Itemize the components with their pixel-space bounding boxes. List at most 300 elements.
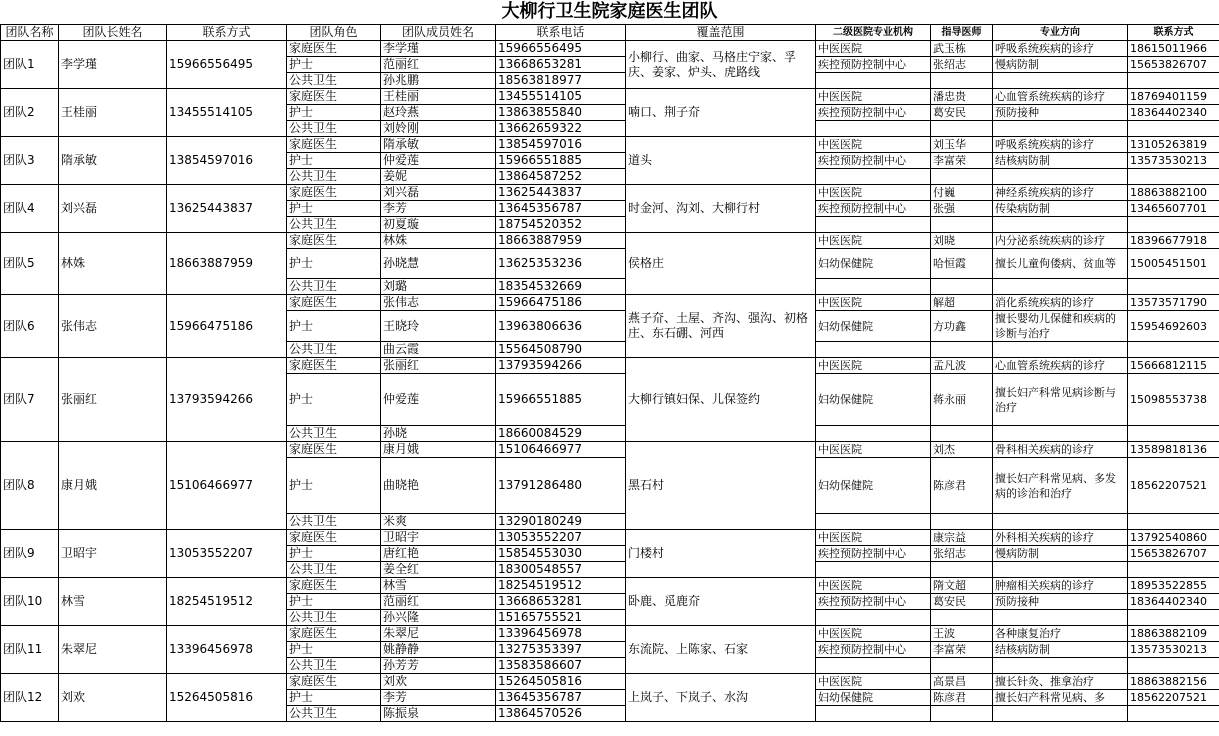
guide-doctor: 陈彦君: [931, 458, 993, 514]
guide-org: 疾控预防控制中心: [816, 153, 931, 169]
member-name: 林雪: [381, 578, 496, 594]
member-name: 刘璐: [381, 279, 496, 295]
member-role: 护士: [287, 546, 381, 562]
team-table-body: [1, 41, 1219, 722]
member-phone: 15564508790: [496, 342, 626, 358]
guide-direction: [993, 342, 1128, 358]
team-name: 团队10: [1, 578, 59, 626]
guide-direction: 呼吸系统疾病的诊疗: [993, 137, 1128, 153]
table-row: [1, 358, 1219, 374]
leader-phone: 15966475186: [167, 295, 287, 358]
member-role: 家庭医生: [287, 295, 381, 311]
member-role: 护士: [287, 642, 381, 658]
guide-direction: 擅长妇产科常见病诊断与治疗: [993, 374, 1128, 426]
guide-phone: [1128, 514, 1219, 530]
guide-phone: 15098553738: [1128, 374, 1219, 426]
coverage-area: 卧鹿、觅鹿夼: [626, 578, 816, 626]
member-phone: 13645356787: [496, 201, 626, 217]
member-name: 康月娥: [381, 442, 496, 458]
leader-phone: 15966556495: [167, 41, 287, 89]
guide-org: 疾控预防控制中心: [816, 642, 931, 658]
guide-org: 中医医院: [816, 295, 931, 311]
guide-org: [816, 217, 931, 233]
guide-direction: 心血管系统疾病的诊疗: [993, 358, 1128, 374]
member-role: 公共卫生: [287, 658, 381, 674]
member-name: 张伟志: [381, 295, 496, 311]
col-header: 团队长姓名: [59, 25, 167, 41]
guide-phone: [1128, 217, 1219, 233]
member-phone: 13668653281: [496, 594, 626, 610]
guide-direction: [993, 610, 1128, 626]
table-row: [1, 89, 1219, 105]
guide-direction: 预防接种: [993, 105, 1128, 121]
guide-direction: [993, 217, 1128, 233]
col-header: 联系方式: [1128, 25, 1219, 41]
guide-doctor: 付巍: [931, 185, 993, 201]
member-name: 孙兆鹏: [381, 73, 496, 89]
member-name: 刘兴磊: [381, 185, 496, 201]
member-phone: 18254519512: [496, 578, 626, 594]
guide-doctor: [931, 658, 993, 674]
guide-direction: [993, 562, 1128, 578]
guide-phone: 18863882100: [1128, 185, 1219, 201]
guide-phone: 18863882109: [1128, 626, 1219, 642]
guide-doctor: 哈恒霞: [931, 249, 993, 279]
member-name: 李芳: [381, 690, 496, 706]
member-name: 张丽红: [381, 358, 496, 374]
member-name: 陈振泉: [381, 706, 496, 722]
table-row: [1, 233, 1219, 249]
col-header: 团队名称: [1, 25, 59, 41]
member-name: 赵玲燕: [381, 105, 496, 121]
team-leader: 林姝: [59, 233, 167, 295]
member-phone: 13396456978: [496, 626, 626, 642]
col-header: 覆盖范围: [626, 25, 816, 41]
guide-org: 疾控预防控制中心: [816, 57, 931, 73]
member-name: 曲晓艳: [381, 458, 496, 514]
member-role: 家庭医生: [287, 185, 381, 201]
guide-phone: [1128, 169, 1219, 185]
guide-phone: 13465607701: [1128, 201, 1219, 217]
guide-direction: [993, 514, 1128, 530]
leader-phone: 18663887959: [167, 233, 287, 295]
guide-phone: 13105263819: [1128, 137, 1219, 153]
member-name: 米爽: [381, 514, 496, 530]
guide-org: 中医医院: [816, 41, 931, 57]
member-phone: 15966551885: [496, 153, 626, 169]
member-name: 仲爱莲: [381, 153, 496, 169]
member-phone: 18300548557: [496, 562, 626, 578]
member-role: 公共卫生: [287, 706, 381, 722]
guide-doctor: 武玉栋: [931, 41, 993, 57]
member-role: 护士: [287, 105, 381, 121]
guide-direction: [993, 426, 1128, 442]
member-phone: 15854553030: [496, 546, 626, 562]
member-name: 王晓玲: [381, 311, 496, 342]
member-name: 王桂丽: [381, 89, 496, 105]
guide-doctor: [931, 73, 993, 89]
guide-doctor: 张强: [931, 201, 993, 217]
guide-phone: 18562207521: [1128, 458, 1219, 514]
guide-phone: 13573530213: [1128, 642, 1219, 658]
guide-org: 中医医院: [816, 89, 931, 105]
team-leader: 王桂丽: [59, 89, 167, 137]
team-table: [0, 24, 1219, 722]
coverage-area: 黑石村: [626, 442, 816, 530]
guide-phone: 13573530213: [1128, 153, 1219, 169]
team-leader: 康月娥: [59, 442, 167, 530]
guide-phone: [1128, 610, 1219, 626]
member-phone: 18754520352: [496, 217, 626, 233]
leader-phone: 18254519512: [167, 578, 287, 626]
team-name: 团队3: [1, 137, 59, 185]
table-row: [1, 137, 1219, 153]
member-phone: 18354532669: [496, 279, 626, 295]
member-role: 家庭医生: [287, 358, 381, 374]
guide-doctor: 陈彦君: [931, 690, 993, 706]
guide-org: [816, 610, 931, 626]
guide-direction: 擅长婴幼儿保健和疾病的诊断与治疗: [993, 311, 1128, 342]
member-role: 护士: [287, 374, 381, 426]
guide-doctor: 刘杰: [931, 442, 993, 458]
guide-phone: 18364402340: [1128, 105, 1219, 121]
guide-org: 中医医院: [816, 358, 931, 374]
guide-phone: 18615011966: [1128, 41, 1219, 57]
member-phone: 15966551885: [496, 374, 626, 426]
guide-doctor: 张绍志: [931, 57, 993, 73]
team-leader: 隋承敏: [59, 137, 167, 185]
member-name: 李学瑾: [381, 41, 496, 57]
team-name: 团队11: [1, 626, 59, 674]
col-header: 团队角色: [287, 25, 381, 41]
guide-doctor: 解超: [931, 295, 993, 311]
guide-org: [816, 514, 931, 530]
member-phone: 13662659322: [496, 121, 626, 137]
member-role: 公共卫生: [287, 610, 381, 626]
guide-direction: 擅长妇产科常见病、多: [993, 690, 1128, 706]
leader-phone: 15106466977: [167, 442, 287, 530]
guide-org: 疾控预防控制中心: [816, 594, 931, 610]
guide-direction: [993, 73, 1128, 89]
guide-direction: [993, 121, 1128, 137]
member-phone: 13290180249: [496, 514, 626, 530]
team-name: 团队8: [1, 442, 59, 530]
member-name: 仲爱莲: [381, 374, 496, 426]
guide-doctor: [931, 562, 993, 578]
guide-doctor: 李富荣: [931, 642, 993, 658]
guide-direction: 呼吸系统疾病的诊疗: [993, 41, 1128, 57]
member-name: 林姝: [381, 233, 496, 249]
guide-phone: 15653826707: [1128, 546, 1219, 562]
guide-doctor: 葛安民: [931, 594, 993, 610]
team-leader: 刘欢: [59, 674, 167, 722]
guide-org: 疾控预防控制中心: [816, 546, 931, 562]
member-name: 卫昭宇: [381, 530, 496, 546]
guide-doctor: 康宗益: [931, 530, 993, 546]
guide-doctor: [931, 342, 993, 358]
member-phone: 18563818977: [496, 73, 626, 89]
table-row: [1, 530, 1219, 546]
guide-direction: 骨科相关疾病的诊疗: [993, 442, 1128, 458]
guide-phone: [1128, 426, 1219, 442]
member-name: 刘欢: [381, 674, 496, 690]
guide-doctor: 潘忠贵: [931, 89, 993, 105]
guide-phone: 18769401159: [1128, 89, 1219, 105]
col-header: 联系电话: [496, 25, 626, 41]
guide-direction: [993, 169, 1128, 185]
member-phone: 13864570526: [496, 706, 626, 722]
member-name: 隋承敏: [381, 137, 496, 153]
member-role: 公共卫生: [287, 169, 381, 185]
table-row: [1, 41, 1219, 57]
member-name: 初夏璇: [381, 217, 496, 233]
guide-direction: 肿瘤相关疾病的诊疗: [993, 578, 1128, 594]
guide-doctor: 高景昌: [931, 674, 993, 690]
guide-org: 中医医院: [816, 530, 931, 546]
member-phone: 13625443837: [496, 185, 626, 201]
coverage-area: 道头: [626, 137, 816, 185]
guide-direction: 结核病防制: [993, 642, 1128, 658]
member-role: 家庭医生: [287, 137, 381, 153]
guide-direction: 内分泌系统疾病的诊疗: [993, 233, 1128, 249]
member-phone: 13625353236: [496, 249, 626, 279]
member-role: 家庭医生: [287, 89, 381, 105]
member-role: 护士: [287, 458, 381, 514]
col-header: 联系方式: [167, 25, 287, 41]
guide-phone: 15005451501: [1128, 249, 1219, 279]
guide-doctor: [931, 706, 993, 722]
member-role: 家庭医生: [287, 674, 381, 690]
member-role: 护士: [287, 57, 381, 73]
team-name: 团队9: [1, 530, 59, 578]
team-leader: 卫昭宇: [59, 530, 167, 578]
member-phone: 15165755521: [496, 610, 626, 626]
member-phone: 13053552207: [496, 530, 626, 546]
guide-direction: 各种康复治疗: [993, 626, 1128, 642]
coverage-area: 上岚子、下岚子、水沟: [626, 674, 816, 722]
member-phone: 13864587252: [496, 169, 626, 185]
coverage-area: 小柳行、曲家、马格庄宁家、孚庆、姜家、炉头、虎路线: [626, 41, 816, 89]
table-row: [1, 674, 1219, 690]
guide-phone: [1128, 121, 1219, 137]
coverage-area: 侯格庄: [626, 233, 816, 295]
guide-direction: [993, 279, 1128, 295]
team-leader: 朱翠尼: [59, 626, 167, 674]
member-phone: 13791286480: [496, 458, 626, 514]
guide-doctor: 张绍志: [931, 546, 993, 562]
member-name: 朱翠尼: [381, 626, 496, 642]
member-phone: 13645356787: [496, 690, 626, 706]
member-role: 家庭医生: [287, 530, 381, 546]
leader-phone: 13396456978: [167, 626, 287, 674]
member-name: 姜全红: [381, 562, 496, 578]
table-row: [1, 442, 1219, 458]
leader-phone: 13793594266: [167, 358, 287, 442]
team-name: 团队6: [1, 295, 59, 358]
guide-phone: [1128, 562, 1219, 578]
table-row: [1, 185, 1219, 201]
member-name: 范丽红: [381, 594, 496, 610]
guide-direction: 外科相关疾病的诊疗: [993, 530, 1128, 546]
member-role: 家庭医生: [287, 442, 381, 458]
table-row: [1, 578, 1219, 594]
member-name: 孙晓: [381, 426, 496, 442]
member-role: 公共卫生: [287, 73, 381, 89]
member-role: 公共卫生: [287, 514, 381, 530]
guide-phone: 15666812115: [1128, 358, 1219, 374]
member-role: 公共卫生: [287, 279, 381, 295]
guide-org: [816, 169, 931, 185]
guide-doctor: 隋文超: [931, 578, 993, 594]
member-phone: 15966556495: [496, 41, 626, 57]
member-role: 护士: [287, 201, 381, 217]
member-name: 范丽红: [381, 57, 496, 73]
member-phone: 13668653281: [496, 57, 626, 73]
guide-org: [816, 658, 931, 674]
member-phone: 18663887959: [496, 233, 626, 249]
member-name: 孙晓慧: [381, 249, 496, 279]
guide-phone: 18562207521: [1128, 690, 1219, 706]
leader-phone: 13455514105: [167, 89, 287, 137]
member-name: 刘姈刚: [381, 121, 496, 137]
guide-direction: 擅长妇产科常见病、多发病的诊治和治疗: [993, 458, 1128, 514]
guide-phone: [1128, 706, 1219, 722]
guide-phone: 13792540860: [1128, 530, 1219, 546]
guide-doctor: [931, 217, 993, 233]
leader-phone: 13854597016: [167, 137, 287, 185]
guide-direction: [993, 658, 1128, 674]
guide-org: [816, 342, 931, 358]
guide-direction: 结核病防制: [993, 153, 1128, 169]
guide-org: 疾控预防控制中心: [816, 105, 931, 121]
team-name: 团队2: [1, 89, 59, 137]
member-phone: 13275353397: [496, 642, 626, 658]
guide-direction: [993, 706, 1128, 722]
guide-doctor: [931, 514, 993, 530]
guide-org: 妇幼保健院: [816, 690, 931, 706]
guide-org: [816, 562, 931, 578]
guide-org: [816, 121, 931, 137]
guide-doctor: [931, 610, 993, 626]
leader-phone: 13625443837: [167, 185, 287, 233]
member-role: 护士: [287, 153, 381, 169]
member-role: 公共卫生: [287, 342, 381, 358]
header-row: [1, 25, 1219, 41]
guide-doctor: 蒋永丽: [931, 374, 993, 426]
member-phone: 18660084529: [496, 426, 626, 442]
guide-phone: 18953522855: [1128, 578, 1219, 594]
team-name: 团队5: [1, 233, 59, 295]
member-phone: 15966475186: [496, 295, 626, 311]
member-name: 曲云霞: [381, 342, 496, 358]
guide-phone: [1128, 279, 1219, 295]
member-name: 唐红艳: [381, 546, 496, 562]
guide-org: 中医医院: [816, 442, 931, 458]
member-role: 家庭医生: [287, 233, 381, 249]
team-name: 团队4: [1, 185, 59, 233]
team-leader: 李学瑾: [59, 41, 167, 89]
table-row: [1, 626, 1219, 642]
guide-direction: 心血管系统疾病的诊疗: [993, 89, 1128, 105]
guide-direction: 传染病防制: [993, 201, 1128, 217]
coverage-area: 东流院、上陈家、石家: [626, 626, 816, 674]
guide-phone: 18396677918: [1128, 233, 1219, 249]
col-header: 专业方向: [993, 25, 1128, 41]
team-name: 团队12: [1, 674, 59, 722]
team-leader: 林雪: [59, 578, 167, 626]
member-phone: 13793594266: [496, 358, 626, 374]
member-name: 孙兴隆: [381, 610, 496, 626]
member-role: 护士: [287, 311, 381, 342]
member-name: 姚静静: [381, 642, 496, 658]
guide-phone: 18364402340: [1128, 594, 1219, 610]
guide-doctor: 刘晓: [931, 233, 993, 249]
guide-org: [816, 426, 931, 442]
guide-direction: 慢病防制: [993, 57, 1128, 73]
guide-org: [816, 706, 931, 722]
guide-org: [816, 279, 931, 295]
guide-doctor: [931, 279, 993, 295]
col-header: 团队成员姓名: [381, 25, 496, 41]
guide-phone: [1128, 342, 1219, 358]
team-leader: 刘兴磊: [59, 185, 167, 233]
member-role: 家庭医生: [287, 578, 381, 594]
member-role: 公共卫生: [287, 562, 381, 578]
member-name: 李芳: [381, 201, 496, 217]
coverage-area: 燕子夼、土屋、齐沟、强沟、初格庄、东石硼、河西: [626, 295, 816, 358]
col-header: 二级医院专业机构: [816, 25, 931, 41]
guide-org: 妇幼保健院: [816, 458, 931, 514]
guide-org: 中医医院: [816, 137, 931, 153]
team-leader: 张伟志: [59, 295, 167, 358]
team-leader: 张丽红: [59, 358, 167, 442]
guide-org: 妇幼保健院: [816, 249, 931, 279]
guide-org: 中医医院: [816, 674, 931, 690]
guide-phone: [1128, 658, 1219, 674]
guide-org: 中医医院: [816, 233, 931, 249]
leader-phone: 13053552207: [167, 530, 287, 578]
guide-doctor: [931, 169, 993, 185]
coverage-area: 时金河、沟刘、大柳行村: [626, 185, 816, 233]
member-phone: 13963806636: [496, 311, 626, 342]
member-name: 姜妮: [381, 169, 496, 185]
guide-direction: 慢病防制: [993, 546, 1128, 562]
coverage-area: 门楼村: [626, 530, 816, 578]
guide-org: 疾控预防控制中心: [816, 201, 931, 217]
member-role: 公共卫生: [287, 426, 381, 442]
page-title: 大柳行卫生院家庭医生团队: [501, 1, 718, 22]
member-phone: 15264505816: [496, 674, 626, 690]
member-phone: 13863855840: [496, 105, 626, 121]
member-role: 护士: [287, 690, 381, 706]
guide-direction: 擅长针灸、推拿治疗: [993, 674, 1128, 690]
member-role: 护士: [287, 594, 381, 610]
member-role: 护士: [287, 249, 381, 279]
member-name: 孙芳芳: [381, 658, 496, 674]
guide-phone: 18863882156: [1128, 674, 1219, 690]
guide-phone: 15653826707: [1128, 57, 1219, 73]
guide-doctor: 王波: [931, 626, 993, 642]
team-name: 团队7: [1, 358, 59, 442]
member-role: 家庭医生: [287, 626, 381, 642]
guide-org: 中医医院: [816, 578, 931, 594]
guide-org: 妇幼保健院: [816, 311, 931, 342]
guide-direction: 神经系统疾病的诊疗: [993, 185, 1128, 201]
member-phone: 13583586607: [496, 658, 626, 674]
guide-doctor: 方功鑫: [931, 311, 993, 342]
guide-direction: 预防接种: [993, 594, 1128, 610]
team-name: 团队1: [1, 41, 59, 89]
